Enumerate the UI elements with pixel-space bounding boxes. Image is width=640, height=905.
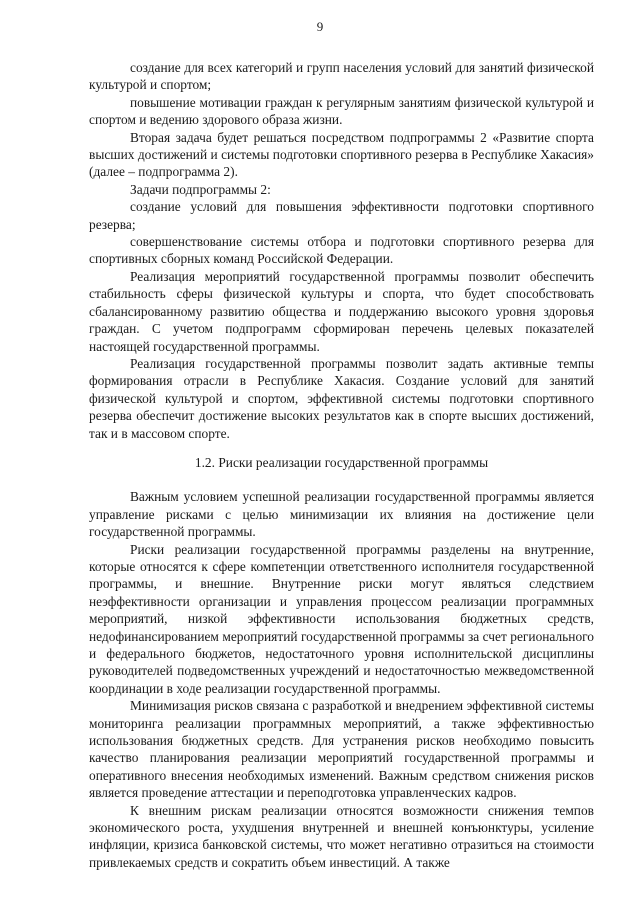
paragraph-subprogram-tasks-label: Задачи подпрограммы 2: bbox=[130, 181, 271, 197]
paragraph-risk-management: Важным условием успешной реализации государственной программы является управление рисками с целью минимизации их влияния на достижение цели государственной программы. bbox=[89, 489, 594, 540]
paragraph-external-risks: К внешним рискам реализации относятся возможности снижения темпов экономического роста, ухудшения внутренней и внешней конъюнктуры, усиление инфляции, кризиса банковской системы, что может негативно отразиться на стоимости привлекаемых средств и сократить объем инвестиций. А также bbox=[89, 802, 594, 870]
document-body bbox=[89, 59, 594, 871]
paragraph-program-stability: Реализация мероприятий государственной программы позволит обеспечить стабильность сферы физической культуры и спорта, что будет способствовать сбалансированному развитию общества и поддержанию высокого уровня здоровья граждан. С учетом подпрограмм сформирован перечень целевых показателей настоящей государственной программы. bbox=[89, 268, 594, 354]
paragraph-internal-risks: Риски реализации государственной программы разделены на внутренние, которые относятся к сфере компетенции ответственного исполнителя государственной программы, и внешние. Внутренние риски могут являться следствием неэффективности организации и управления процессом реализации программных мероприятий, низкой эффективности использования бюджетных средств, недофинансированием мероприятий государственной программы за счет регионального и федерального бюджетов, недостаточного уровня исполнительской дисциплины руководителей подведомственных учреждений и недостаточностью межведомственной координации в ходе реализации государственной программы. bbox=[89, 541, 594, 696]
paragraph-program-pace: Реализация государственной программы позволит задать активные темпы формирования отрасли в Республике Хакасия. Создание условий для занятий физической культурой и спортом, эффективной системы подготовки спортивного резерва обеспечит достижение высоких результатов как в спорте высших достижений, так и в массовом спорте. bbox=[89, 355, 594, 441]
paragraph-second-task: Вторая задача будет решаться посредством подпрограммы 2 «Развитие спорта высших достижений и системы подготовки спортивного резерва в Республике Хакасия» (далее – подпрограмма 2). bbox=[89, 129, 594, 180]
page-number: 9 bbox=[316, 19, 324, 34]
paragraph-subprogram-task-1: создание условий для повышения эффективности подготовки спортивного резерва; bbox=[89, 199, 594, 232]
paragraph-goal-motivation: повышение мотивации граждан к регулярным занятиям физической культурой и спортом и ведению здорового образа жизни. bbox=[89, 94, 594, 128]
paragraph-risk-minimization: Минимизация рисков связана с разработкой и внедрением эффективной системы мониторинга реализации программных мероприятий, а также эффективностью использования бюджетных средств. Для устранения рисков необходимо повысить качество планирования реализации мероприятий государственной программы и оперативного внесения необходимых изменений. Важным средством снижения рисков является проведение аттестации и переподготовка управленческих кадров. bbox=[89, 698, 594, 801]
section-heading: 1.2. Риски реализации государственной программы bbox=[194, 454, 489, 470]
paragraph-subprogram-task-2: совершенствование системы отбора и подготовки спортивного резерва для спортивных сборных команд Российской Федерации. bbox=[89, 234, 594, 267]
paragraph-goal-conditions: создание для всех категорий и групп населения условий для занятий физической культурой и спортом; bbox=[89, 60, 594, 93]
